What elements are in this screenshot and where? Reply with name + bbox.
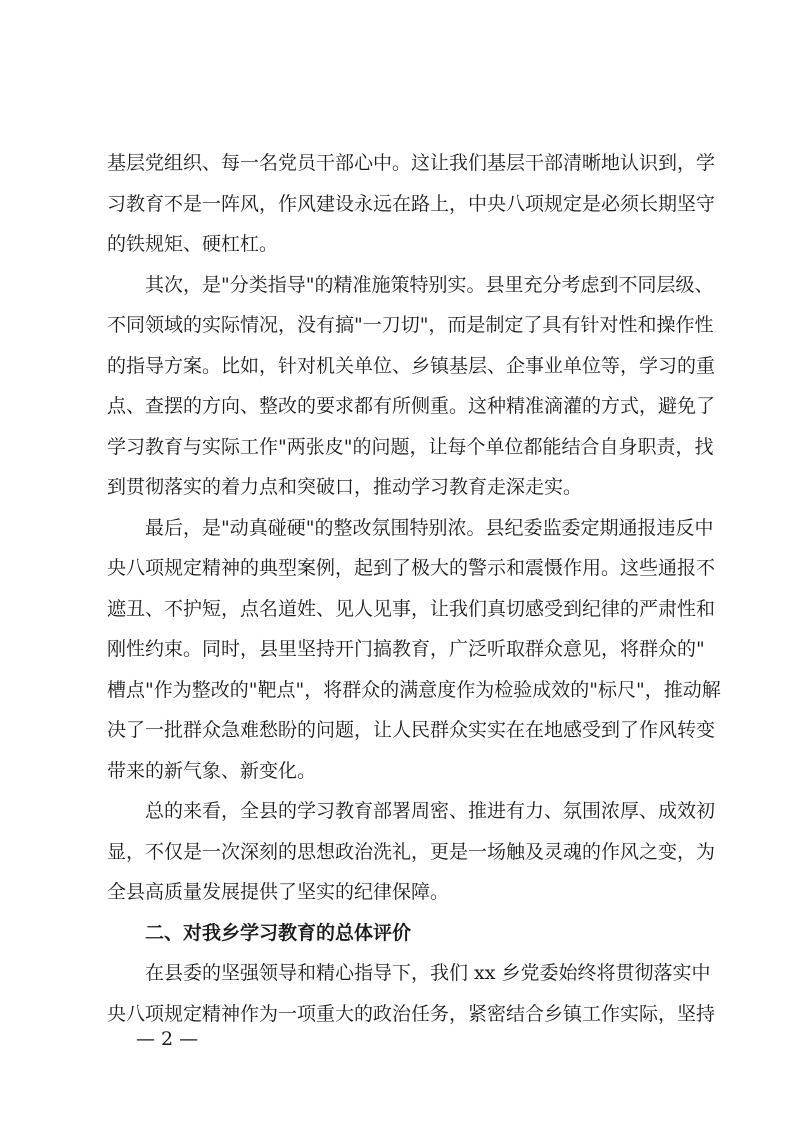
text-line: 的指导方案。比如，针对机关单位、乡镇基层、企事业单位等，学习的重	[107, 354, 716, 377]
text-line: 决了一批群众急难愁盼的问题，让人民群众实实在在地感受到了作风转变	[107, 719, 716, 741]
text-line: 在县委的坚强领导和精心指导下，我们 xx 乡党委始终将贯彻落实中	[145, 962, 711, 984]
paragraph-summary	[107, 791, 716, 913]
text-line: 的铁规矩、硬杠杠。	[107, 233, 279, 255]
text-line: 基层党组织、每一名党员干部心中。这让我们基层干部清晰地认识到，学	[107, 152, 716, 174]
paragraph-classified-guidance	[107, 265, 716, 508]
text-line: 习教育不是一阵风，作风建设永远在路上，中央八项规定是必须长期坚守	[107, 192, 716, 215]
text-line: 遮丑、不护短，点名道姓、见人见事，让我们真切感受到纪律的严肃性和	[107, 597, 716, 620]
section-heading: 二、对我乡学习教育的总体评价	[145, 921, 412, 944]
text-line: 到贯彻落实的着力点和突破口，推动学习教育走深走实。	[107, 476, 583, 498]
text-line: 显，不仅是一次深刻的思想政治洗礼，更是一场触及灵魂的作风之变，为	[107, 840, 716, 863]
paragraph-continuation	[107, 143, 716, 265]
text-line: 总的来看，全县的学习教育部署周密、推进有力、氛围浓厚、成效初	[145, 800, 716, 822]
text-line: 央八项规定精神的典型案例，起到了极大的警示和震慑作用。这些通报不	[107, 557, 716, 579]
text-line: 不同领域的实际情况，没有搞"一刀切"，而是制定了具有针对性和操作性	[107, 314, 714, 336]
text-line: 央八项规定精神作为一项重大的政治任务，紧密结合乡镇工作实际，坚持	[107, 1002, 716, 1025]
document-body	[107, 143, 721, 1034]
text-line: 槽点"作为整改的"靶点"，将群众的满意度作为检验成效的"标尺"，推动解	[107, 678, 721, 701]
text-line: 带来的新气象、新变化。	[107, 759, 317, 782]
text-line: 刚性约束。同时，县里坚持开门搞教育，广泛听取群众意见，将群众的"	[107, 638, 705, 660]
text-line: 其次，是"分类指导"的精准施策特别实。县里充分考虑到不同层级、	[145, 273, 714, 296]
text-line: 最后，是"动真碰硬"的整改氛围特别浓。县纪委监委定期通报违反中	[145, 516, 714, 539]
paragraph-township-evaluation	[107, 953, 716, 1034]
text-line: 点、查摆的方向、整改的要求都有所侧重。这种精准滴灌的方式，避免了	[107, 395, 716, 417]
paragraph-rectification	[107, 508, 721, 792]
page-number: — 2 —	[136, 1028, 199, 1050]
text-line: 学习教育与实际工作"两张皮"的问题，让每个单位都能结合自身职责，找	[107, 435, 714, 458]
text-line: 全县高质量发展提供了坚实的纪律保障。	[107, 881, 450, 903]
